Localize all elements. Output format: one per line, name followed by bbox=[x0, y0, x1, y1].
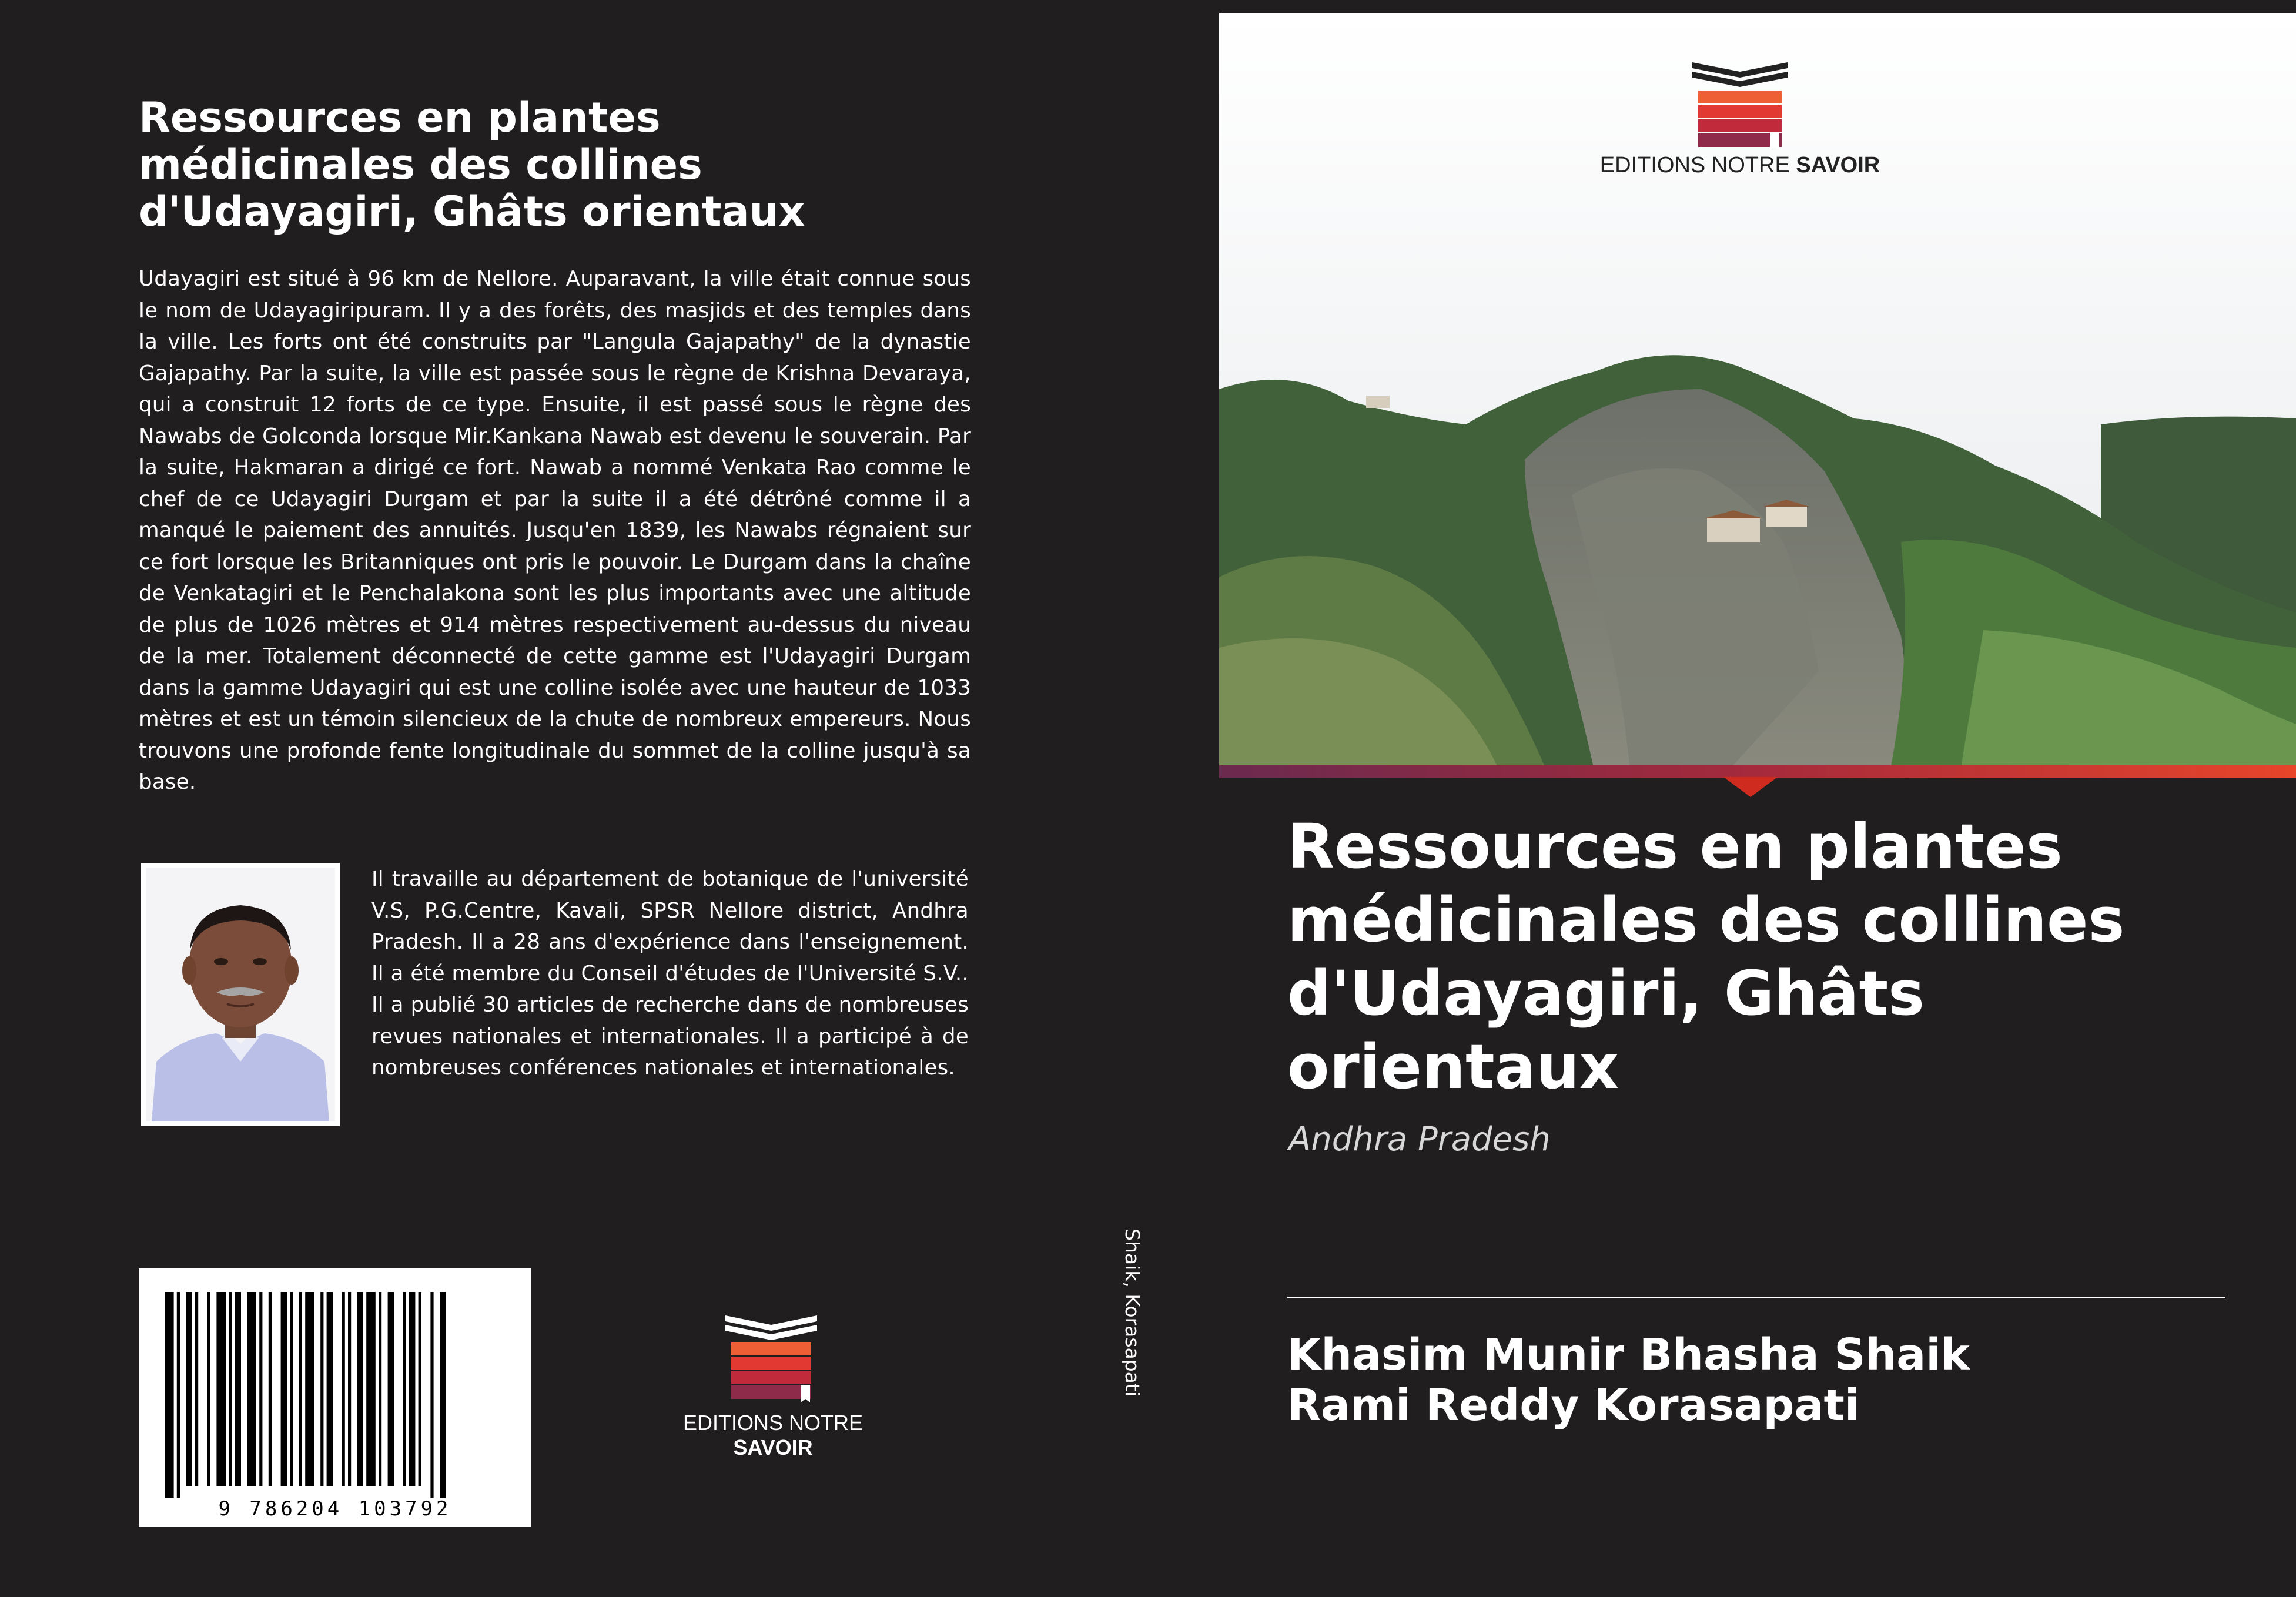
barcode-bar bbox=[327, 1292, 333, 1486]
barcode-bar bbox=[419, 1292, 421, 1486]
back-publisher-name bbox=[641, 1411, 905, 1460]
barcode-bar bbox=[165, 1292, 174, 1498]
barcode-bar bbox=[366, 1292, 376, 1486]
back-cover-title: Ressources en plantes médicinales des collines d'Udayagiri, Ghâts orientaux bbox=[139, 93, 805, 236]
barcode-bar bbox=[403, 1292, 406, 1486]
barcode-bar bbox=[216, 1292, 226, 1486]
barcode-bar bbox=[357, 1292, 363, 1486]
accent-notch bbox=[1723, 777, 1778, 797]
back-publisher-name-bold: SAVOIR bbox=[733, 1435, 813, 1459]
title-divider bbox=[1287, 1297, 2225, 1298]
front-publisher-name-bold: SAVOIR bbox=[1796, 153, 1880, 178]
barcode-bar bbox=[281, 1292, 287, 1486]
front-publisher-name bbox=[1587, 153, 1893, 178]
front-cover-subtitle: Andhra Pradesh bbox=[1288, 1120, 1551, 1159]
barcode-bar bbox=[177, 1292, 180, 1498]
book-stack-logo-icon bbox=[718, 1311, 824, 1405]
barcode-bar bbox=[305, 1292, 314, 1486]
barcode-image bbox=[139, 1268, 531, 1527]
isbn-barcode bbox=[139, 1268, 531, 1527]
barcode-bar bbox=[235, 1292, 241, 1486]
back-publisher-name-regular: EDITIONS NOTRE bbox=[682, 1411, 863, 1435]
barcode-bar bbox=[259, 1292, 262, 1486]
spine-authors: Shaik, Korasapati bbox=[1121, 1228, 1144, 1397]
barcode-bar bbox=[186, 1292, 192, 1486]
barcode-bar bbox=[195, 1292, 198, 1486]
front-publisher-name-regular: EDITIONS NOTRE bbox=[1599, 153, 1796, 178]
author-bio: Il travaille au département de botanique de l'université V.S, P.G.Centre, Kavali, SPSR Nellore district, Andhra Pradesh. Il a 28 ans d'expérience dans l'enseignement. Il a été membre du Conseil d'études de l'Université S.V.. Il a publié 30 articles de recherche dans de nombreuses revues nationales et internationales. Il a participé à de nombreuses conférences nationales et internationales. bbox=[371, 867, 969, 1080]
barcode-bar bbox=[269, 1292, 272, 1486]
author-name-2: Rami Reddy Korasapati bbox=[1287, 1380, 1860, 1431]
barcode-bar bbox=[299, 1292, 302, 1486]
barcode-bar bbox=[320, 1292, 323, 1486]
accent-band bbox=[1219, 765, 2296, 778]
front-cover-title: Ressources en plantes médicinales des collines d'Udayagiri, Ghâts orientaux bbox=[1287, 811, 2125, 1103]
barcode-bar bbox=[348, 1292, 351, 1486]
barcode-bar bbox=[247, 1292, 256, 1486]
author-portrait-image bbox=[146, 868, 335, 1121]
barcode-bar bbox=[290, 1292, 293, 1486]
barcode-bar bbox=[207, 1292, 210, 1486]
front-cover-authors bbox=[1287, 1330, 1970, 1431]
book-stack-logo-icon bbox=[1684, 59, 1796, 153]
back-cover-blurb: Udayagiri est situé à 96 km de Nellore. Auparavant, la ville était connue sous le nom de Udayagiripuram. Il y a des forêts, des masjids et des temples dans la ville. Les forts ont été construits par "Langula Gajapathy" de la dynastie Gajapathy. Par la suite, la ville est passée sous le règne de Krishna Devaraya, qui a construit 12 forts de ce type. Ensuite, il est passé sous le règne des Nawabs de Golconda lorsque Mir.Kankana Nawab est devenu le souverain. Par la suite, Hakmaran a dirigé ce fort. Nawab a nommé Venkata Rao comme le chef de ce Udayagiri Durgam et par la suite il a été détrôné comme il a manqué le paiement des annuités. Jusqu'en 1839, les Nawabs régnaient sur ce fort lorsque les Britanniques ont pris le pouvoir. Le Durgam dans la chaîne de Venkatagiri et le Penchalakona sont les plus importants avec une altitude de plus de 1026 mètres et 914 mètres respectivement au-dessus du niveau de la mer. Totalement déconnecté de cette gamme est l'Udayagiri Durgam dans la gamme Udayagiri qui est une colline isolée avec une hauteur de 1033 mètres et est un témoin silencieux de la chute de nombreux empereurs. Nous trouvons une profonde fente longitudinale du sommet de la colline jusqu'à sa base. bbox=[139, 267, 971, 794]
barcode-bar bbox=[388, 1292, 394, 1486]
barcode-bar bbox=[409, 1292, 415, 1486]
barcode-bar bbox=[440, 1292, 446, 1498]
barcode-bar bbox=[229, 1292, 232, 1486]
isbn-number: 9 786204 103792 bbox=[218, 1497, 452, 1521]
barcode-bar bbox=[342, 1292, 345, 1486]
back-publisher-logo bbox=[641, 1311, 905, 1459]
barcode-bar bbox=[430, 1292, 433, 1498]
barcode-bar bbox=[379, 1292, 381, 1486]
author-name-1: Khasim Munir Bhasha Shaik bbox=[1287, 1330, 1970, 1380]
front-publisher-logo bbox=[1587, 59, 1893, 188]
author-photo bbox=[141, 863, 340, 1126]
